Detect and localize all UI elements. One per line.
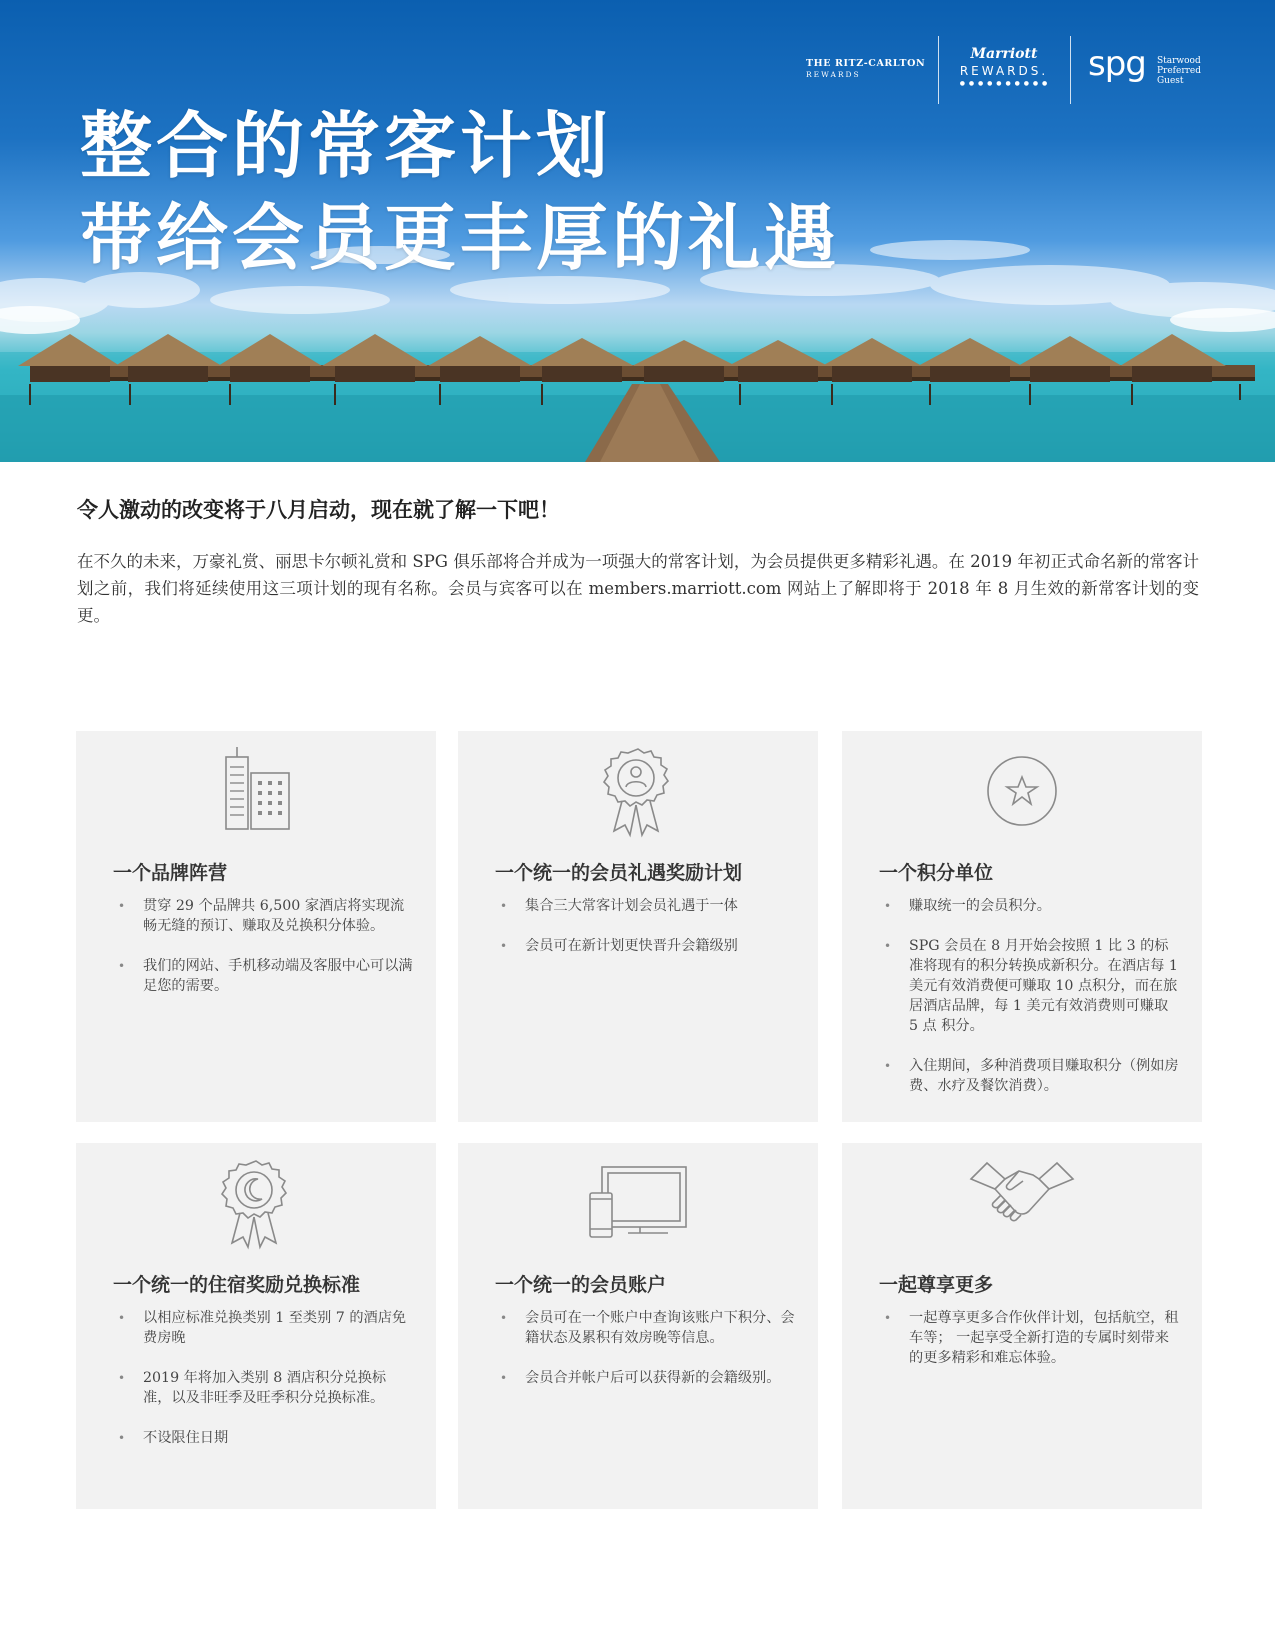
card-title: 一个统一的会员礼遇奖励计划 [495, 862, 743, 884]
handshake-icon [842, 1157, 1202, 1249]
marriott-logo-line2: REWARDS. [959, 64, 1049, 78]
list-item: • 不设限住日期 [113, 1428, 413, 1448]
list-item: • 以相应标准兑换类别 1 至类别 7 的酒店免费房晚 [113, 1308, 413, 1348]
logo-divider [1070, 36, 1071, 104]
card-title: 一起尊享更多 [879, 1274, 994, 1296]
card-title: 一个积分单位 [879, 862, 994, 884]
hero-banner [0, 0, 1275, 462]
card-enjoy-more [842, 1143, 1202, 1509]
hero-title-line1: 整合的常客计划 [80, 104, 613, 188]
card-bullets [113, 1308, 413, 1468]
list-item: • 集合三大常客计划会员礼遇于一体 [495, 896, 795, 916]
list-item: • 我们的网站、手机移动端及客服中心可以满足您的需要。 [113, 956, 413, 996]
card-title: 一个统一的会员账户 [495, 1274, 667, 1296]
spg-logo-sub2: Preferred [1156, 66, 1202, 76]
moon-badge-icon [76, 1157, 436, 1249]
card-bullets [495, 1308, 795, 1408]
card-title: 一个统一的住宿奖励兑换标准 [113, 1274, 361, 1296]
hero-title-line2: 带给会员更丰厚的礼遇 [80, 196, 841, 280]
card-points-unit [842, 731, 1202, 1122]
brand-logos [806, 36, 1206, 104]
card-member-account [458, 1143, 818, 1509]
intro-body: 在不久的未来，万豪礼赏、丽思卡尔顿礼赏和 SPG 俱乐部将合并成为一项强大的常客计划，为会员提供更多精彩礼遇。在 2019 年初正式命名新的常客计划之前，我们将延续使用这三项计划的现有名称。会员与宾客可以在 members.marriott.com 网站上了解即将于 2018 年 8 月生效的新常客计划的变更。 [77, 552, 1199, 625]
card-bullets [879, 896, 1179, 1116]
spg-logo-mark: spg [1088, 44, 1146, 84]
logo-divider [938, 36, 939, 104]
ritz-logo-line1: THE RITZ-CARLTON [806, 58, 926, 69]
card-bullets [495, 896, 795, 976]
list-item: • 入住期间，多种消费项目赚取积分（例如房费、水疗及餐饮消费）。 [879, 1056, 1179, 1096]
marriott-logo-line1: Marriott [970, 46, 1038, 62]
spg-logo-text [1157, 56, 1201, 86]
card-brand-portfolio [76, 731, 436, 1122]
card-bullets [113, 896, 413, 1016]
buildings-icon [76, 745, 436, 837]
list-item: • 会员可在一个账户中查询该账户下积分、会籍状态及累积有效房晚等信息。 [495, 1308, 795, 1348]
list-item: • 2019 年将加入类别 8 酒店积分兑换标准，以及非旺季及旺季积分兑换标准。 [113, 1368, 413, 1408]
star-circle-icon [842, 745, 1202, 837]
card-rewards-program [458, 731, 818, 1122]
list-item: • 赚取统一的会员积分。 [879, 896, 1179, 916]
marriott-rewards-logo [954, 46, 1054, 87]
list-item: • 会员合并帐户后可以获得新的会籍级别。 [495, 1368, 795, 1388]
spg-logo-sub3: Guest [1156, 76, 1184, 86]
devices-icon [458, 1157, 818, 1249]
card-redemption-standard [76, 1143, 436, 1509]
intro-heading: 令人激动的改变将于八月启动，现在就了解一下吧！ [77, 498, 560, 522]
list-item: • 一起尊享更多合作伙伴计划，包括航空，租车等； 一起享受全新打造的专属时刻带来的更多精彩和难忘体验。 [879, 1308, 1179, 1368]
list-item: • 会员可在新计划更快晋升会籍级别 [495, 936, 795, 956]
member-badge-icon [458, 745, 818, 837]
list-item: • 贯穿 29 个品牌共 6,500 家酒店将实现流畅无缝的预订、赚取及兑换积分体验。 [113, 896, 413, 936]
spg-logo [1088, 44, 1201, 86]
ritz-carlton-rewards-logo [806, 58, 925, 79]
list-item: • SPG 会员在 8 月开始会按照 1 比 3 的标准将现有的积分转换成新积分。在酒店每 1 美元有效消费便可赚取 10 点积分，而在旅居酒店品牌，每 1 美元有效消费则可赚取 5 点 积分。 [879, 936, 1179, 1036]
card-bullets [879, 1308, 1179, 1388]
hero-title [80, 100, 840, 284]
spg-logo-sub1: Starwood [1156, 56, 1201, 66]
ritz-logo-line2: REWARDS [806, 70, 861, 79]
card-title: 一个品牌阵营 [113, 862, 228, 884]
marriott-logo-dots: ● ● ● ● ● ● ● ● ● ● [959, 80, 1049, 87]
